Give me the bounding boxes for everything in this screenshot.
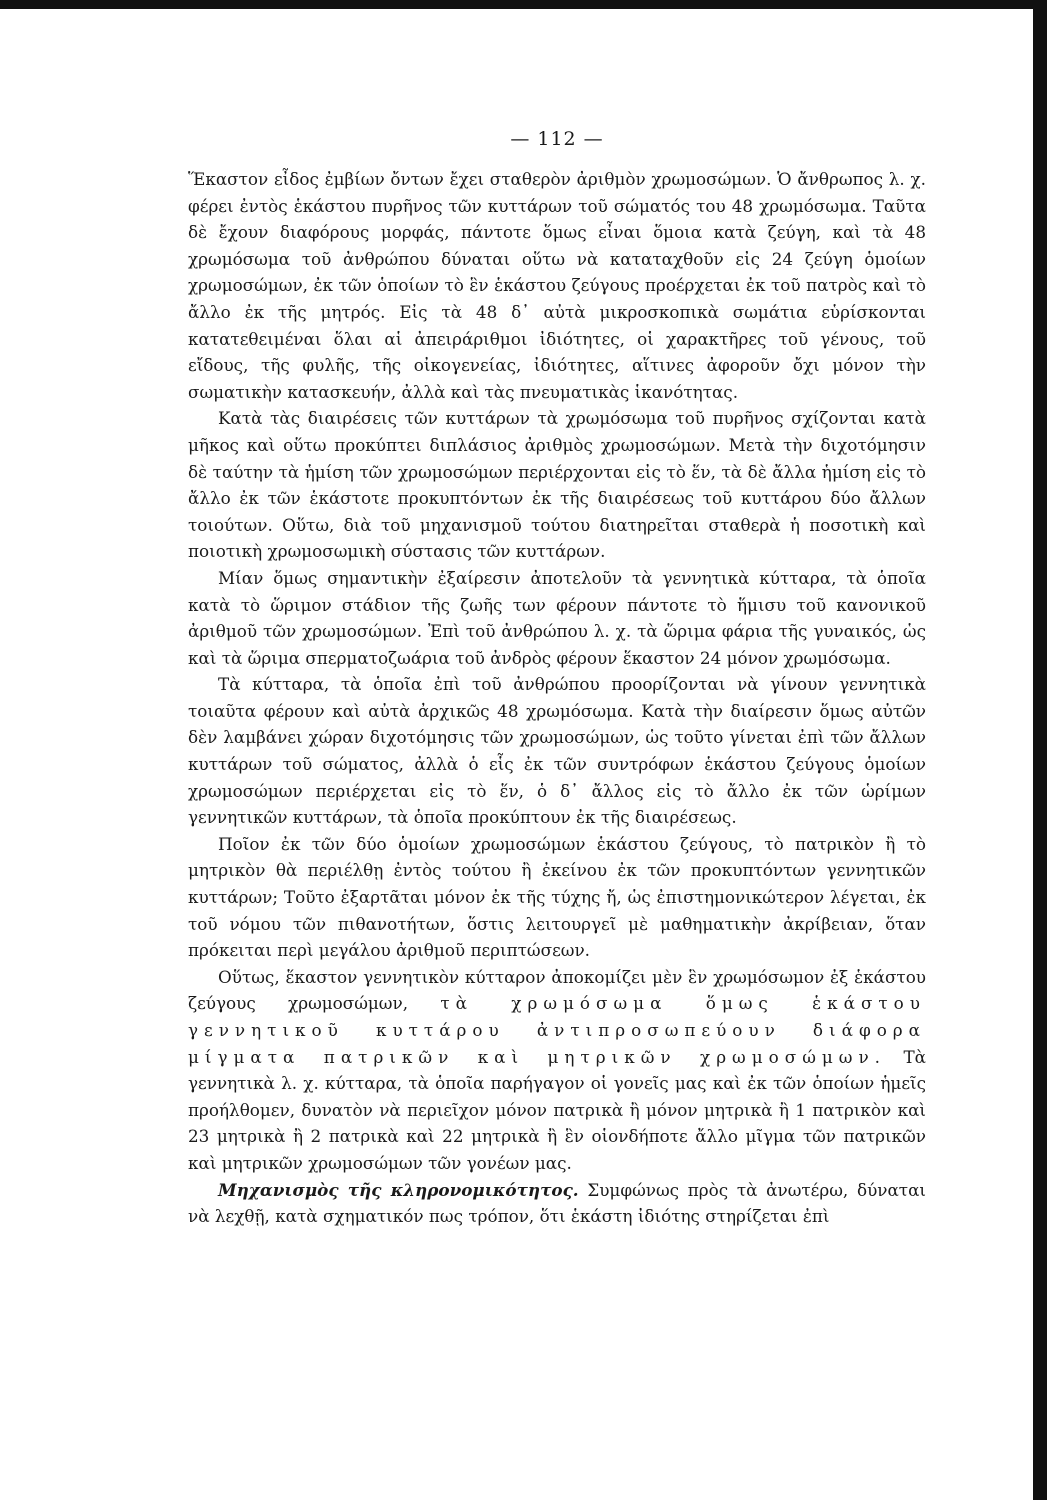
section-heading-inline: Μηχανισμὸς τῆς κληρονομικότητος.	[218, 1179, 579, 1200]
scan-border-top	[0, 0, 1047, 9]
paragraph-6-intro: Οὕτως, ἕκαστον γεννητικὸν κύτταρον ἀποκομίζει μὲν ἓν χρωμόσωμον ἐξ ἑκάστου ζεύγους χρωμοσώμων,	[188, 966, 926, 1014]
paragraph-1: Ἕκαστον εἶδος ἐμβίων ὄντων ἔχει σταθερὸν ἀριθμὸν χρωμοσώμων. Ὁ ἄνθρωπος λ. χ. φέρει ἐντὸς ἑκάστου πυρῆνος τῶν κυττάρων τοῦ σώματός του 48 χρωμόσωμα. Ταῦτα δὲ ἔχουν διαφόρους μορφάς, πάντοτε ὅμως εἶναι ὅμοια κατὰ ζεύγη, καὶ τὰ 48 χρωμόσωμα τοῦ ἀνθρώπου δύναται οὕτω νὰ καταταχθοῦν εἰς 24 ζεύγη ὁμοίων χρωμοσώμων, ἐκ τῶν ὁποίων τὸ ἓν ἑκάστου ζεύγους προέρχεται ἐκ τοῦ πατρὸς καὶ τὸ ἄλλο ἐκ τῆς μητρός. Εἰς τὰ 48 δ᾽ αὐτὰ μικροσκοπικὰ σωμάτια εὑρίσκονται κατατεθειμέναι ὅλαι αἱ ἀπειράριθμοι ἰδιότητες, οἱ χαρακτῆρες τοῦ γένους, τοῦ εἴδους, τῆς φυλῆς, τῆς οἰκογενείας, ἰδιότητες, αἵτινες ἀφοροῦν ὄχι μόνον τὴν σωματικὴν κατασκευήν, ἀλλὰ καὶ τὰς πνευματικὰς ἱκανότητας.	[188, 169, 926, 402]
scan-border-right	[1033, 0, 1047, 1500]
paragraph-6	[188, 964, 926, 1177]
paragraph-7	[188, 1177, 926, 1230]
page-number: — 112 —	[510, 128, 604, 150]
paragraph-2: Κατὰ τὰς διαιρέσεις τῶν κυττάρων τὰ χρωμόσωμα τοῦ πυρῆνος σχίζονται κατὰ μῆκος καὶ οὕτω προκύπτει διπλάσιος ἀριθμὸς χρωμοσώμων. Μετὰ τὴν διχοτόμησιν δὲ ταύτην τὰ ἡμίση τῶν χρωμοσώμων περιέρχονται εἰς τὸ ἕν, τὰ δὲ ἄλλα ἡμίση εἰς τὸ ἄλλο ἐκ τῶν ἑκάστοτε προκυπτόντων ἐκ τῆς διαιρέσεως τοῦ κυττάρου δύο ἄλλων τοιούτων. Οὕτω, διὰ τοῦ μηχανισμοῦ τούτου διατηρεῖται σταθερὰ ἡ ποσοτικὴ καὶ ποιοτικὴ χρωμοσωμικὴ σύστασις τῶν κυττάρων.	[188, 408, 926, 562]
paragraph-6-continuation: Τὰ γεννητικὰ λ. χ. κύτταρα, τὰ ὁποῖα παρήγαγον οἱ γονεῖς μας καὶ ἐκ τῶν ὁποίων ἡμεῖς προήλθομεν, δυνατὸν νὰ περιεῖχον μόνον πατρικὰ ἢ μόνον μητρικὰ ἢ 1 πατρικὸν καὶ 23 μητρικὰ ἢ 2 πατρικὰ καὶ 22 μητρικὰ ἢ ἓν οἱονδήποτε ἄλλο μῖγμα τῶν πατρικῶν καὶ μητρικῶν χρωμοσώμων τῶν γονέων μας.	[188, 1046, 926, 1173]
paragraph-7-body: Συμφώνως πρὸς τὰ ἀνωτέρω, δύναται νὰ λεχθῇ, κατὰ σχηματικόν πως τρόπον, ὅτι ἑκάστη ἰδιότης στηρίζεται ἐπὶ	[188, 1179, 926, 1227]
document-page	[188, 128, 926, 1230]
paragraph-3: Μίαν ὅμως σημαντικὴν ἐξαίρεσιν ἀποτελοῦν τὰ γεννητικὰ κύτταρα, τὰ ὁποῖα κατὰ τὸ ὥριμον στάδιον τῆς ζωῆς των φέρουν πάντοτε τὸ ἥμισυ τοῦ κανονικοῦ ἀριθμοῦ τῶν χρωμοσώμων. Ἐπὶ τοῦ ἀνθρώπου λ. χ. τὰ ὥριμα φάρια τῆς γυναικός, ὡς καὶ τὰ ὥριμα σπερματοζωάρια τοῦ ἀνδρὸς φέρουν ἕκαστον 24 μόνον χρωμόσωμα.	[188, 567, 926, 668]
paragraph-5: Ποῖον ἐκ τῶν δύο ὁμοίων χρωμοσώμων ἑκάστου ζεύγους, τὸ πατρικὸν ἢ τὸ μητρικὸν θὰ περιέλθῃ ἐντὸς τούτου ἢ ἐκείνου ἐκ τῶν προκυπτόντων γεννητικῶν κυττάρων; Τοῦτο ἐξαρτᾶται μόνον ἐκ τῆς τύχης ἤ, ὡς ἐπιστημονικώτερον λέγεται, ἐκ τοῦ νόμου τῶν πιθανοτήτων, ὅστις λειτουργεῖ μὲ μαθηματικὴν ἀκρίβειαν, ὅταν πρόκειται περὶ μεγάλου ἀριθμοῦ περιπτώσεων.	[188, 833, 926, 961]
paragraph-4: Τὰ κύτταρα, τὰ ὁποῖα ἐπὶ τοῦ ἀνθρώπου προορίζονται νὰ γίνουν γεννητικὰ τοιαῦτα φέρουν καὶ αὐτὰ ἀρχικῶς 48 χρωμόσωμα. Κατὰ τὴν διαίρεσιν ὅμως αὐτῶν δὲν λαμβάνει χώραν διχοτόμησις τῶν χρωμοσώμων, ὡς τοῦτο γίνεται ἐπὶ τῶν ἄλλων κυττάρων τοῦ σώματος, ἀλλὰ ὁ εἷς ἐκ τῶν συντρόφων ἑκάστου ζεύγους ὁμοίων χρωμοσώμων περιέρχεται εἰς τὸ ἕν, ὁ δ᾽ ἄλλος εἰς τὸ ἄλλο ἐκ τῶν ὡρίμων γεννητικῶν κυττάρων, τὰ ὁποῖα προκύπτουν ἐκ τῆς διαιρέσεως.	[188, 674, 926, 828]
paragraph-6-spaced-emphasis: τὰ χρωμόσωμα ὅμως ἑκάστου γεννητικοῦ κυττάρου ἀντιπροσωπεύουν διάφορα μίγματα πατρικῶν καὶ μητρικῶν χρωμοσώμων.	[188, 993, 926, 1067]
